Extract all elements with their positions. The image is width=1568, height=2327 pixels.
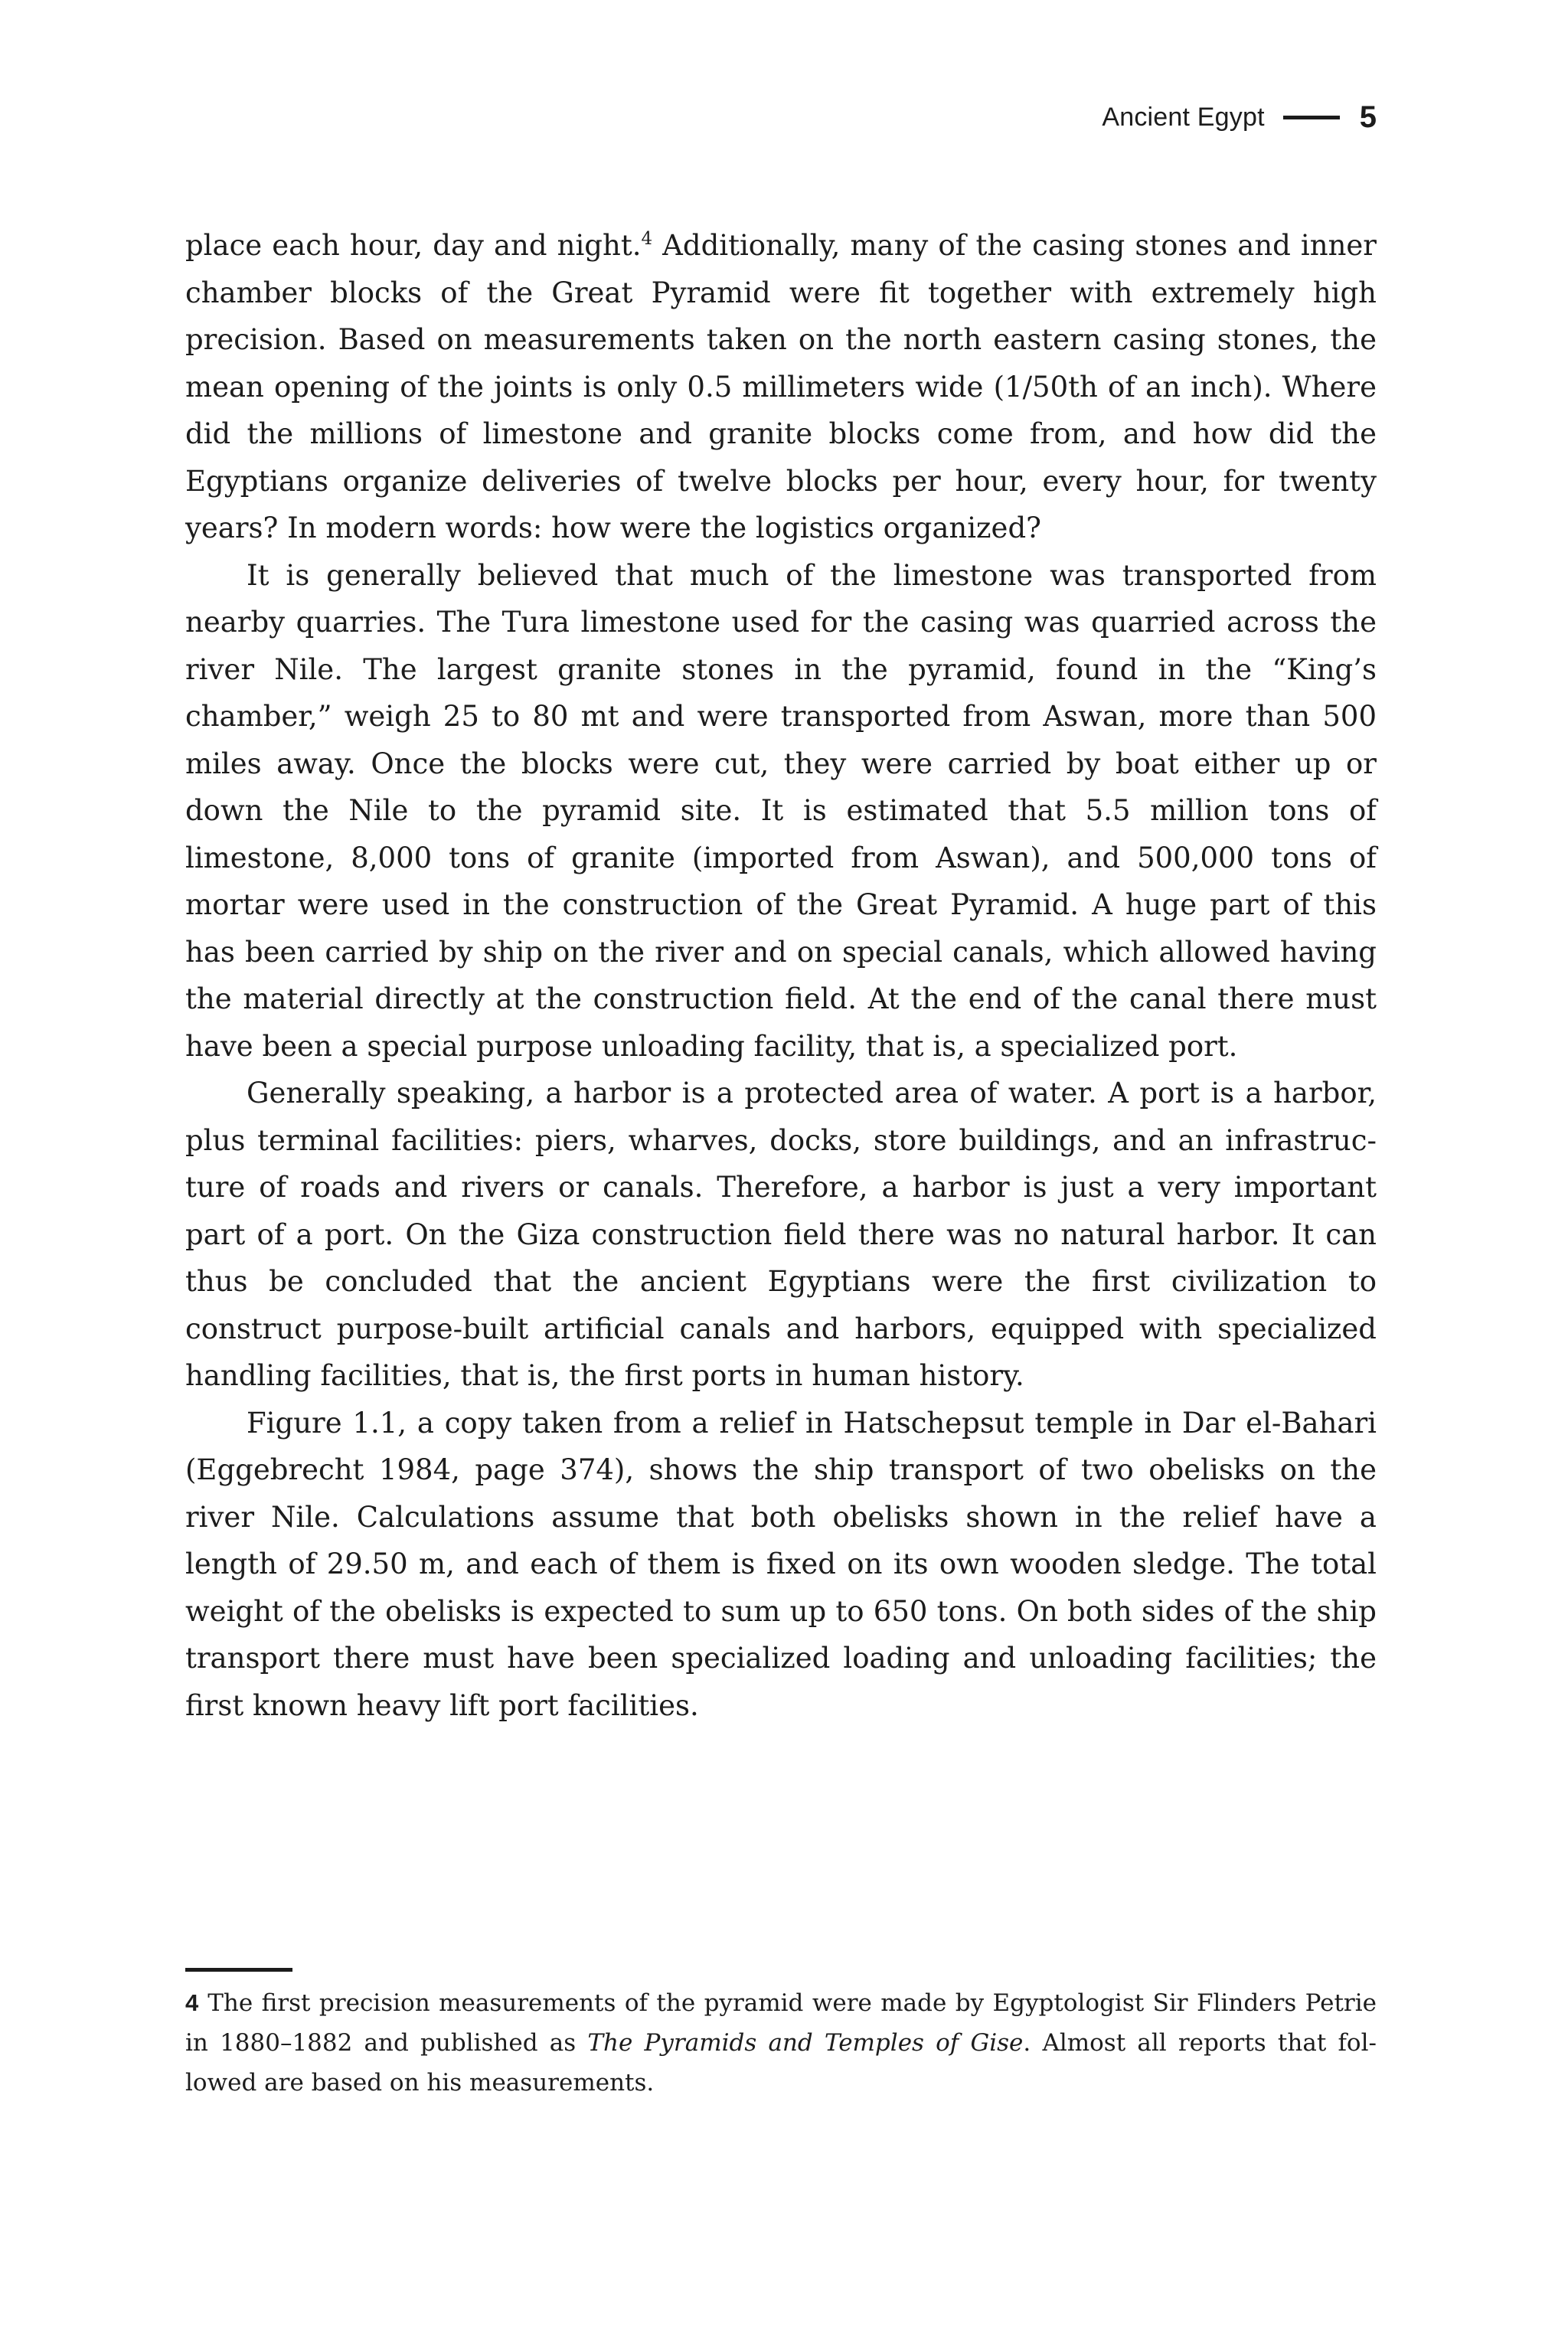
footnote-book-title: The Pyramids and Temples of Gise xyxy=(587,2029,1024,2057)
footnote-text-end: . Almost all reports that followed are based on his measurements. xyxy=(185,2029,1377,2097)
running-head xyxy=(1102,96,1377,139)
paragraph-3: Generally speaking, a harbor is a protected area of water. A port is a harbor, plus terminal facilities: piers, wharves, docks, store buildings, and an infrastructure of roads and rivers or canals. Therefore, a harbor is just a very important part of a port. On the Giza construction field there was no natural harbor. It can thus be concluded that the ancient Egyptians were the first civilization to construct purpose-built artificial canals and harbors, equipped with specialized handling facilities, that is, the first ports in human history. xyxy=(185,1077,1377,1392)
paragraph-4: Figure 1.1, a copy taken from a relief in Hatschepsut temple in Dar el-Bahari (Eggebrecht 1984, page 374), shows the ship transport of two obelisks on the river Nile. Calculations assume that both obelisks shown in the relief have a length of 29.50 m, and each of them is fixed on its own wooden sledge. The total weight of the obelisks is expected to sum up to 650 tons. On both sides of the ship transport there must have been specialized loading and unloading facilities; the first known heavy lift port facilities. xyxy=(185,1406,1377,1722)
page-number: 5 xyxy=(1359,100,1377,134)
paragraph-2: It is generally believed that much of the limestone was transported from nearby quarries. The Tura limestone used for the casing was quarried across the river Nile. The largest granite stones in the pyramid, found in the “King’s chamber,” weigh 25 to 80 mt and were transported from Aswan, more than 500 miles away. Once the blocks were cut, they were carried by boat either up or down the Nile to the pyramid site. It is estimated that 5.5 million tons of limestone, 8,000 tons of granite (imported from Aswan), and 500,000 tons of mortar were used in the construction of the Great Pyramid. A huge part of this has been carried by ship on the river and on special canals, which allowed having the material directly at the construction field. At the end of the canal there must have been a special purpose unloading facility, that is, a specialized port. xyxy=(185,558,1377,1063)
paragraph-1-text-start: place each hour, day and night. xyxy=(185,229,642,262)
footnote xyxy=(185,1983,1377,2103)
header-rule xyxy=(1283,116,1340,119)
footnote-rule xyxy=(185,1968,292,1972)
footnote-reference[interactable]: 4 xyxy=(641,229,653,249)
paragraph-1 xyxy=(185,222,1377,552)
body-text xyxy=(185,222,1377,1729)
running-title: Ancient Egypt xyxy=(1102,102,1265,132)
paragraph-1-text-end: Additionally, many of the casing stones and inner chamber blocks of the Great Pyramid were fit together with extremely high precision. Based on measurements taken on the north eastern casing stones, the mean opening of the joints is only 0.5 millimeters wide (1/50th of an inch). Where did the millions of limestone and granite blocks come from, and how did the Egyptians organize deliveries of twelve blocks per hour, every hour, for twenty years? In modern words: how were the logistics organized? xyxy=(185,229,1377,544)
footnote-number: 4 xyxy=(185,1989,199,2016)
footnote-text-start: The first precision measurements of the pyramid were made by Egyptologist Sir Flinders Petrie in 1880–1882 and published as xyxy=(185,1989,1377,2057)
